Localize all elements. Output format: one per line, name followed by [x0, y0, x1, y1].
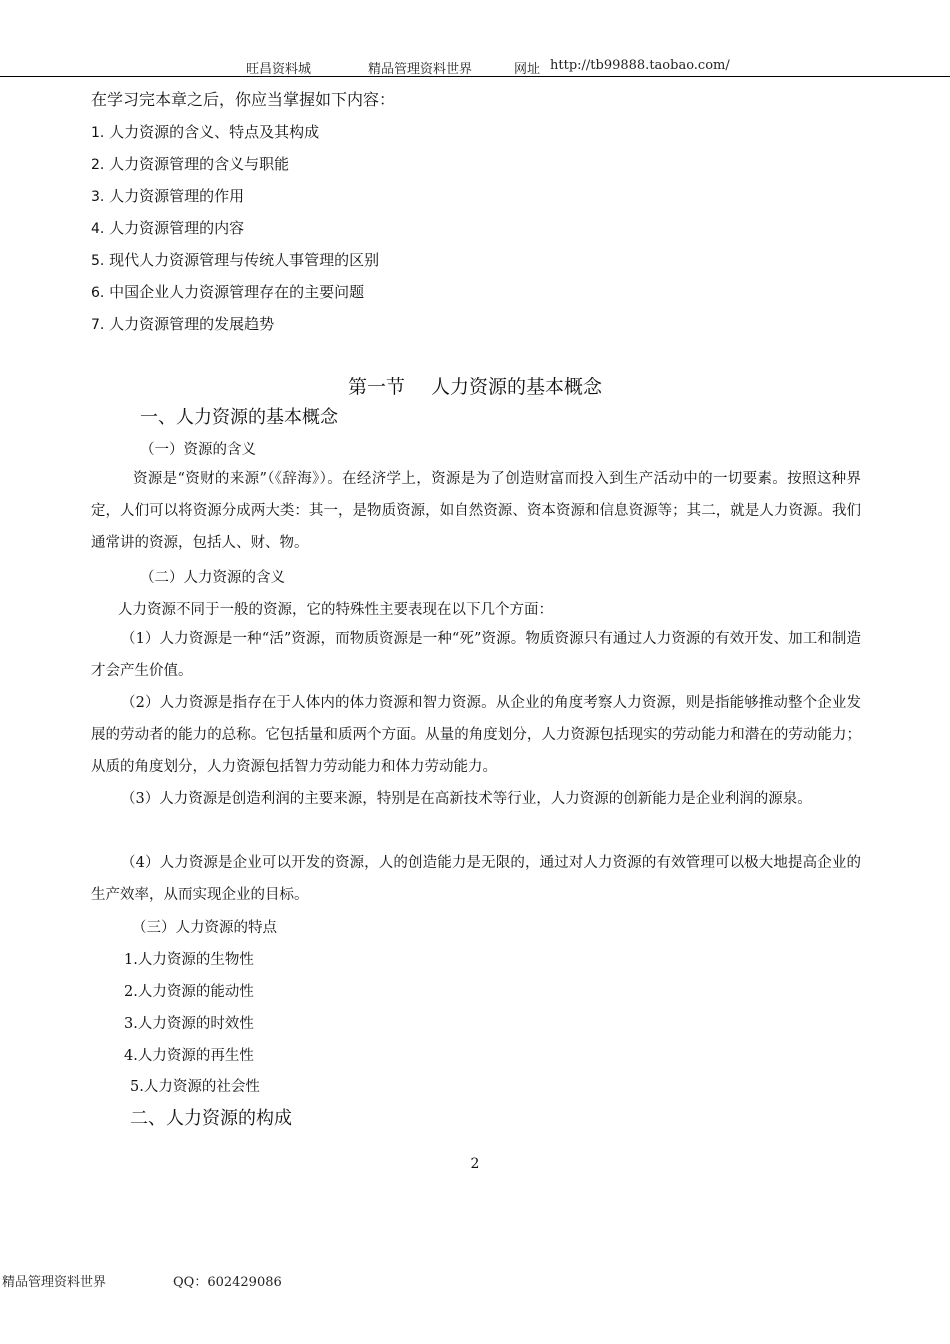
header-shop-name: 旺昌资料城: [246, 62, 312, 77]
objective-number: 4.: [91, 221, 105, 237]
learning-objectives-intro: 在学习完本章之后，你应当掌握如下内容：: [91, 90, 396, 109]
footer-qq: QQ：602429086: [173, 1275, 282, 1290]
characteristic-item: 3.人力资源的时效性: [124, 1016, 254, 1032]
objective-text: 中国企业人力资源管理存在的主要问题: [109, 283, 365, 301]
header-brand: 精品管理资料世界: [368, 62, 473, 77]
header-url-label: 网址: [514, 62, 541, 77]
paragraph-hr-lead: 人力资源不同于一般的资源，它的特殊性主要表现在以下几个方面：: [118, 602, 553, 618]
objective-text: 人力资源管理的内容: [109, 219, 245, 237]
characteristic-item: 5.人力资源的社会性: [130, 1079, 260, 1095]
heading-hr-composition: 二、人力资源的构成: [130, 1108, 292, 1129]
objective-item: [91, 313, 274, 334]
characteristic-item: 4.人力资源的再生性: [124, 1048, 254, 1064]
paragraph-hr-point-3: （3）人力资源是创造利润的主要来源，特别是在高新技术等行业，人力资源的创新能力是企业利润的源泉。: [121, 791, 812, 807]
objective-item: [91, 153, 289, 174]
section-number: 第一节: [347, 376, 405, 398]
paragraph-hr-point-2: （2）人力资源是指存在于人体内的体力资源和智力资源。从企业的角度考察人力资源，则是指能够推动整个企业发展的劳动者的能力的总称。它包括量和质两个方面。从量的角度划分，人力资源包括现实的劳动能力和潜在的劳动能力；从质的角度划分，人力资源包括智力劳动能力和体力劳动能力。: [91, 695, 861, 775]
objective-text: 现代人力资源管理与传统人事管理的区别: [109, 251, 380, 269]
objective-item: [91, 217, 244, 238]
paragraph-hr-point-4: （4）人力资源是企业可以开发的资源，人的创造能力是无限的，通过对人力资源的有效管理可以极大地提高企业的生产效率，从而实现企业的目标。: [91, 855, 861, 903]
objective-item: [91, 249, 379, 270]
header-divider: [0, 76, 950, 77]
characteristic-item: 2.人力资源的能动性: [124, 984, 254, 1000]
objective-number: 5.: [91, 253, 105, 269]
objective-text: 人力资源的含义、特点及其构成: [109, 123, 320, 141]
section-title: [0, 372, 950, 399]
objective-number: 2.: [91, 157, 105, 173]
objective-item: [91, 185, 244, 206]
section-name: 人力资源的基本概念: [431, 376, 603, 398]
objective-item: [91, 281, 364, 302]
objective-item: [91, 121, 319, 142]
page-number: 2: [470, 1156, 480, 1172]
characteristic-item: 1.人力资源的生物性: [124, 952, 254, 968]
heading-basic-concepts: 一、人力资源的基本概念: [140, 407, 338, 428]
objective-number: 7.: [91, 317, 105, 333]
header-url-link[interactable]: http://tb99888.taobao.com/: [550, 58, 730, 73]
footer-brand: 精品管理资料世界: [2, 1275, 107, 1290]
objective-text: 人力资源管理的发展趋势: [109, 315, 275, 333]
objective-text: 人力资源管理的含义与职能: [109, 155, 290, 173]
objective-number: 1.: [91, 125, 105, 141]
objective-number: 3.: [91, 189, 105, 205]
subheading-hr-characteristics: （三）人力资源的特点: [132, 920, 277, 936]
objective-text: 人力资源管理的作用: [109, 187, 245, 205]
paragraph-hr-point-1: （1）人力资源是一种“活”资源，而物质资源是一种“死”资源。物质资源只有通过人力资源的有效开发、加工和制造才会产生价值。: [91, 631, 861, 679]
objective-number: 6.: [91, 285, 105, 301]
subheading-resource-meaning: （一）资源的含义: [140, 442, 256, 458]
subheading-hr-meaning: （二）人力资源的含义: [140, 570, 285, 586]
paragraph-resource-definition: 资源是“资财的来源”（《辞海》）。在经济学上，资源是为了创造财富而投入到生产活动中的一切要素。按照这种界定，人们可以将资源分成两大类：其一，是物质资源，如自然资源、资本资源和信息资源等；其二，就是人力资源。我们通常讲的资源，包括人、财、物。: [91, 471, 861, 551]
